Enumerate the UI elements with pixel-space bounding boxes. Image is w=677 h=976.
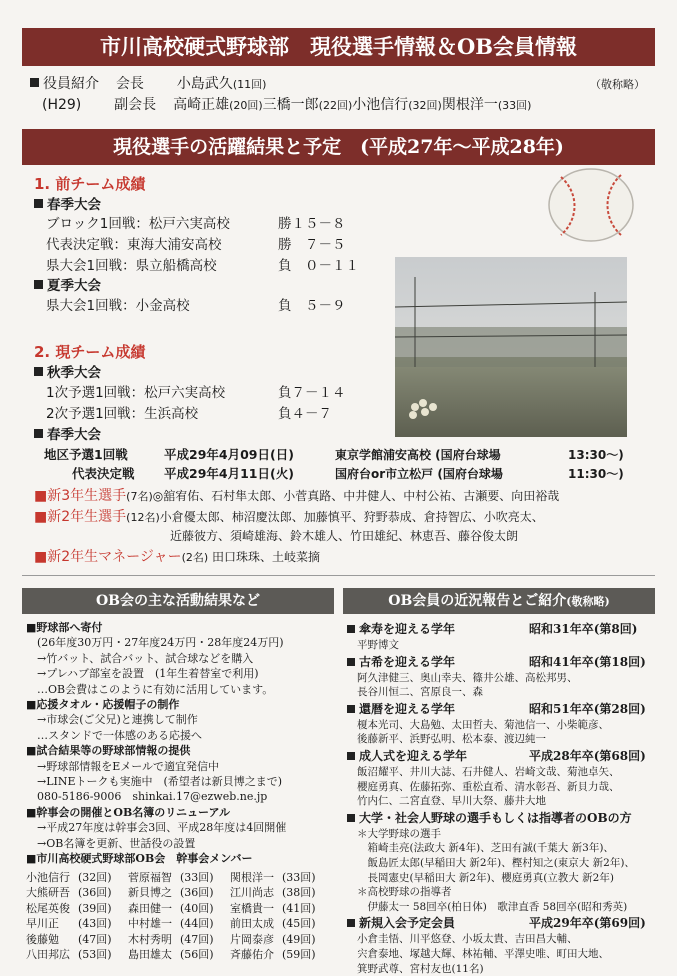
ob-activity-title: OB会の主な活動結果など bbox=[96, 593, 260, 609]
member-name: 後藤勉 bbox=[26, 932, 78, 947]
report-names: 箕野武尊、宮村友也(11名) bbox=[347, 962, 652, 976]
member-name: 関根洋一 bbox=[230, 870, 282, 885]
report-group-label: 新規入会予定会員 bbox=[359, 915, 529, 932]
player-group-label: 新3年生選手 bbox=[47, 488, 126, 504]
player-group-count: (7名) bbox=[126, 490, 153, 503]
schedule-venue: 東京学館浦安高校 (国府台球場 bbox=[335, 446, 501, 464]
vp-gen: (33回) bbox=[498, 99, 532, 112]
player-group: ■新3年生選手(7名)◎舘宥佑、石村隼太郎、小菅真路、中井健人、中村公祐、古瀬要、向田裕哉 bbox=[34, 487, 559, 506]
baseball-field-photo bbox=[395, 257, 627, 437]
report-group-heading bbox=[347, 748, 652, 765]
player-group-count: (2名) bbox=[182, 551, 209, 564]
bullet-square-icon bbox=[347, 752, 355, 760]
bullet-square-icon bbox=[34, 280, 43, 289]
ob-activity-line: …スタンドで一体感のある応援へ bbox=[26, 728, 336, 743]
member-name: 片岡泰彦 bbox=[230, 932, 282, 947]
vp-name: 小池信行 bbox=[352, 97, 408, 113]
member-gen: (33回) bbox=[282, 870, 332, 885]
player-names: 近藤彼方、須崎雄海、鈴木雄人、竹田雄紀、林恵吾、藤谷俊太朗 bbox=[170, 527, 518, 545]
report-group-heading bbox=[347, 810, 652, 827]
ob-activity-line: →野球部情報をEメールで適宜発信中 bbox=[26, 759, 336, 774]
member-row bbox=[26, 916, 336, 931]
report-group-heading bbox=[347, 915, 652, 932]
report-group-label: 還暦を迎える学年 bbox=[359, 701, 529, 718]
vp-gen: (22回) bbox=[319, 99, 353, 112]
player-names: ◎舘宥佑、石村隼太郎、小菅真路、中井健人、中村公祐、古瀬要、向田裕哉 bbox=[153, 489, 559, 503]
report-group-heading bbox=[347, 621, 652, 638]
ob-activity-contact[interactable]: 080-5186-9006 shinkai.17@ezweb.ne.jp bbox=[26, 789, 336, 804]
player-names: 田口珠珠、土岐菜摘 bbox=[212, 550, 320, 564]
result-score: 負７－１４ bbox=[278, 384, 346, 402]
report-group-year: 昭和51年卒(第28回) bbox=[529, 701, 646, 718]
member-gen: (41回) bbox=[282, 901, 332, 916]
ob-activity-line: ■幹事会の開催とOB名簿のリニューアル bbox=[26, 805, 336, 820]
result-round: 2次予選1回戦：生浜高校 bbox=[46, 405, 198, 423]
result-row bbox=[46, 236, 222, 254]
cur-spring-label: 春季大会 bbox=[47, 427, 101, 443]
member-name: 八田邦広 bbox=[26, 947, 78, 962]
result-score: 負 ５－９ bbox=[278, 297, 346, 315]
member-gen: (32回) bbox=[78, 870, 128, 885]
member-gen: (40回) bbox=[180, 901, 230, 916]
player-group-label: 新2年生選手 bbox=[47, 509, 126, 525]
ob-activity-line: (26年度30万円・27年度24万円・28年度24万円) bbox=[26, 635, 336, 650]
member-name: 早川正 bbox=[26, 916, 78, 931]
schedule-date: 平成29年4月09日(日) bbox=[164, 446, 294, 464]
bullet-square-icon bbox=[347, 705, 355, 713]
member-gen: (36回) bbox=[180, 885, 230, 900]
ob-activity-line: ■野球部へ寄付 bbox=[26, 620, 336, 635]
ob-activity-line: ■試合結果等の野球部情報の提供 bbox=[26, 743, 336, 758]
result-row bbox=[46, 297, 190, 315]
report-group-year: 平成28年卒(第68回) bbox=[529, 748, 646, 765]
report-names: 平野博文 bbox=[347, 638, 652, 653]
report-names: 竹内仁、二宮直登、早川大祭、藤井大地 bbox=[347, 794, 652, 809]
bullet-square-icon bbox=[34, 429, 43, 438]
member-gen: (43回) bbox=[78, 916, 128, 931]
player-names: 小倉優太郎、柿沼慶汰郎、加藤慎平、狩野恭成、倉持智広、小吹亮太、 bbox=[160, 510, 544, 524]
member-name: 中村雄一 bbox=[128, 916, 180, 931]
result-score: 負 ０－１１ bbox=[278, 257, 359, 275]
report-names: 阿久津健三、奥山幸夫、篠井公雄、高松邦男、 bbox=[347, 671, 652, 686]
report-group-year: 昭和31年卒(第8回) bbox=[529, 621, 637, 638]
member-gen: (44回) bbox=[180, 916, 230, 931]
member-name: 島田雄太 bbox=[128, 947, 180, 962]
prev-summer-heading bbox=[34, 277, 101, 295]
member-row bbox=[26, 932, 336, 947]
report-names: 小倉圭悟、川平悠登、小坂太貴、吉田昌大輔、 bbox=[347, 932, 652, 947]
schedule-venue: 国府台or市立松戸 (国府台球場 bbox=[335, 465, 503, 483]
report-names: ＊高校野球の指導者 bbox=[347, 885, 652, 900]
report-names: ＊大学野球の選手 bbox=[347, 827, 652, 842]
result-round: 県大会1回戦：小金高校 bbox=[46, 298, 190, 314]
bullet-square-icon bbox=[347, 625, 355, 633]
member-gen: (47回) bbox=[78, 932, 128, 947]
player-group-count: (12名) bbox=[126, 511, 160, 524]
bullet-square-icon bbox=[30, 78, 39, 87]
bullet-square-icon bbox=[34, 367, 43, 376]
ob-activity-line: ■応援タオル・応援帽子の制作 bbox=[26, 697, 336, 712]
vp-name: 三橋一郎 bbox=[263, 97, 319, 113]
report-group-label: 古希を迎える学年 bbox=[359, 654, 529, 671]
member-name: 大熊研吾 bbox=[26, 885, 78, 900]
result-round: ブロック1回戦：松戸六実高校 bbox=[46, 216, 230, 232]
ob-activity-list bbox=[26, 620, 336, 867]
officers-row-2 bbox=[42, 96, 531, 115]
member-gen: (49回) bbox=[282, 932, 332, 947]
vp-gen: (20回) bbox=[229, 99, 263, 112]
officers-row-1 bbox=[30, 75, 266, 94]
schedule-round: 代表決定戦 bbox=[72, 465, 135, 483]
member-name: 木村秀明 bbox=[128, 932, 180, 947]
officers-note: （敬称略） bbox=[590, 76, 645, 94]
member-row bbox=[26, 870, 336, 885]
member-row bbox=[26, 901, 336, 916]
result-round: 代表決定戦：東海大浦安高校 bbox=[46, 237, 222, 253]
report-names: 箱崎圭亮(法政大 新4年)、芝田有誠(千葉大 新3年)、 bbox=[347, 841, 652, 856]
player-group-label: 新2年生マネージャー bbox=[47, 549, 181, 565]
president-gen: (11回) bbox=[233, 78, 267, 91]
member-name: 森田健一 bbox=[128, 901, 180, 916]
member-gen: (59回) bbox=[282, 947, 332, 962]
result-round: 県大会1回戦：県立船橋高校 bbox=[46, 258, 217, 274]
member-gen: (39回) bbox=[78, 901, 128, 916]
ob-report-header bbox=[343, 588, 655, 614]
cur-spring-heading bbox=[34, 426, 101, 444]
cur-team-heading: 2. 現チーム成績 bbox=[34, 343, 145, 361]
results-banner bbox=[22, 129, 655, 165]
report-group-label: 傘寿を迎える学年 bbox=[359, 621, 529, 638]
vp-role: 副会長 bbox=[114, 97, 156, 113]
report-group-year: 平成29年卒(第69回) bbox=[529, 915, 646, 932]
ob-members-table bbox=[26, 870, 336, 962]
report-group-heading bbox=[347, 701, 652, 718]
member-name: 菅原福智 bbox=[128, 870, 180, 885]
bullet-square-icon bbox=[347, 814, 355, 822]
report-names: 宍倉泰地、塚越大輝、林祐輔、平澤史唯、町田大地、 bbox=[347, 947, 652, 962]
ob-activity-line: →市球会(ご父兄)と連携して制作 bbox=[26, 712, 336, 727]
baseball-icon bbox=[545, 165, 637, 243]
member-name: 松尾英俊 bbox=[26, 901, 78, 916]
player-group: ■新2年生選手(12名)小倉優太郎、柿沼慶汰郎、加藤慎平、狩野恭成、倉持智広、小吹亮太、 bbox=[34, 508, 544, 527]
schedule-time: 13:30～) bbox=[568, 446, 624, 464]
bullet-square-icon bbox=[347, 919, 355, 927]
schedule-date: 平成29年4月11日(火) bbox=[164, 465, 294, 483]
prev-spring-label: 春季大会 bbox=[47, 197, 101, 213]
schedule-time: 11:30～) bbox=[568, 465, 624, 483]
ob-activity-line: →OB名簿を更新、世話役の設置 bbox=[26, 836, 336, 851]
vp-gen: (32回) bbox=[408, 99, 442, 112]
report-names: 長岡憲史(早稲田大 新2年)、櫻庭勇真(立教大 新2年) bbox=[347, 871, 652, 886]
member-gen: (56回) bbox=[180, 947, 230, 962]
member-name: 江川尚志 bbox=[230, 885, 282, 900]
president-role: 会長 bbox=[116, 76, 144, 92]
ob-activity-line: …OB会費はこのように有効に活用しています。 bbox=[26, 682, 336, 697]
report-names: 伊藤太一 58回卒(柏日体) 歌津直香 58回卒(昭和秀英) bbox=[347, 900, 652, 915]
officers-year: (H29) bbox=[42, 97, 81, 113]
prev-team-heading: 1. 前チーム成績 bbox=[34, 175, 145, 193]
member-gen: (47回) bbox=[180, 932, 230, 947]
report-names: 長谷川恒二、宮原良一、森 bbox=[347, 685, 652, 700]
report-group-year: 昭和41年卒(第18回) bbox=[529, 654, 646, 671]
result-row bbox=[46, 215, 230, 233]
member-name: 前田太成 bbox=[230, 916, 282, 931]
player-group: ■新2年生マネージャー(2名) 田口珠珠、土岐菜摘 bbox=[34, 548, 320, 567]
bullet-square-icon bbox=[347, 658, 355, 666]
cur-autumn-label: 秋季大会 bbox=[47, 365, 101, 381]
ob-activity-line: →LINEトークも実施中 (希望者は新貝博之まで) bbox=[26, 774, 336, 789]
member-gen: (45回) bbox=[282, 916, 332, 931]
page-title-banner bbox=[22, 28, 655, 66]
member-name: 小池信行 bbox=[26, 870, 78, 885]
member-gen: (38回) bbox=[282, 885, 332, 900]
report-names: 飯沼耀平、井川大誌、石井健人、岩崎文哉、菊池卓矢、 bbox=[347, 765, 652, 780]
member-row bbox=[26, 947, 336, 962]
member-row bbox=[26, 885, 336, 900]
result-round: 1次予選1回戦：松戸六実高校 bbox=[46, 384, 225, 402]
member-gen: (36回) bbox=[78, 885, 128, 900]
page-title: 市川高校硬式野球部 現役選手情報＆OB会員情報 bbox=[100, 34, 577, 59]
vp-name: 関根洋一 bbox=[442, 97, 498, 113]
ob-report-list bbox=[347, 620, 652, 976]
member-gen: (53回) bbox=[78, 947, 128, 962]
results-title: 現役選手の活躍結果と予定 (平成27年～平成28年) bbox=[113, 136, 564, 158]
bullet-square-icon bbox=[34, 199, 43, 208]
ob-activity-line: →プレハブ部室を設置 (1年生着替室で利用) bbox=[26, 666, 336, 681]
report-group-heading bbox=[347, 654, 652, 671]
member-name: 斉藤佑介 bbox=[230, 947, 282, 962]
ob-activity-line: ■市川高校硬式野球部OB会 幹事会メンバー bbox=[26, 851, 336, 866]
prev-summer-label: 夏季大会 bbox=[47, 278, 101, 294]
cur-autumn-heading bbox=[34, 364, 101, 382]
schedule-round: 地区予選1回戦 bbox=[44, 446, 128, 464]
result-score: 勝 ７－５ bbox=[278, 236, 346, 254]
divider bbox=[22, 575, 655, 576]
member-name: 新貝博之 bbox=[128, 885, 180, 900]
ob-report-title-note: (敬称略) bbox=[566, 595, 609, 608]
result-row bbox=[46, 257, 217, 275]
vp-name: 高崎正雄 bbox=[173, 97, 229, 113]
ob-activity-line: →竹バット、試合バット、試合球などを購入 bbox=[26, 651, 336, 666]
report-names: 櫻庭勇真、佐藤拓弥、重松直希、清水彰吾、新貝力哉、 bbox=[347, 780, 652, 795]
member-name: 室橋貴一 bbox=[230, 901, 282, 916]
report-group-label: 成人式を迎える学年 bbox=[359, 748, 529, 765]
report-names: 榎本光司、大島勉、太田哲夫、菊池信一、小柴範彦、 bbox=[347, 718, 652, 733]
ob-activity-header bbox=[22, 588, 334, 614]
member-gen: (33回) bbox=[180, 870, 230, 885]
president-name: 小島武久 bbox=[177, 76, 233, 92]
report-group-label: 大学・社会人野球の選手もしくは指導者のOBの方 bbox=[359, 810, 632, 827]
officers-label: 役員紹介 bbox=[43, 76, 99, 92]
prev-spring-heading bbox=[34, 196, 101, 214]
report-names: 飯島匠太郎(早稲田大 新2年)、樫村知之(東京大 新2年)、 bbox=[347, 856, 652, 871]
result-score: 勝１５－８ bbox=[278, 215, 346, 233]
report-names: 後藤新平、浜野弘明、松本泰、渡辺純一 bbox=[347, 732, 652, 747]
result-score: 負４－７ bbox=[278, 405, 332, 423]
ob-activity-line: →平成27年度は幹事会3回、平成28年度は4回開催 bbox=[26, 820, 336, 835]
ob-report-title: OB会員の近況報告とご紹介 bbox=[388, 593, 566, 609]
